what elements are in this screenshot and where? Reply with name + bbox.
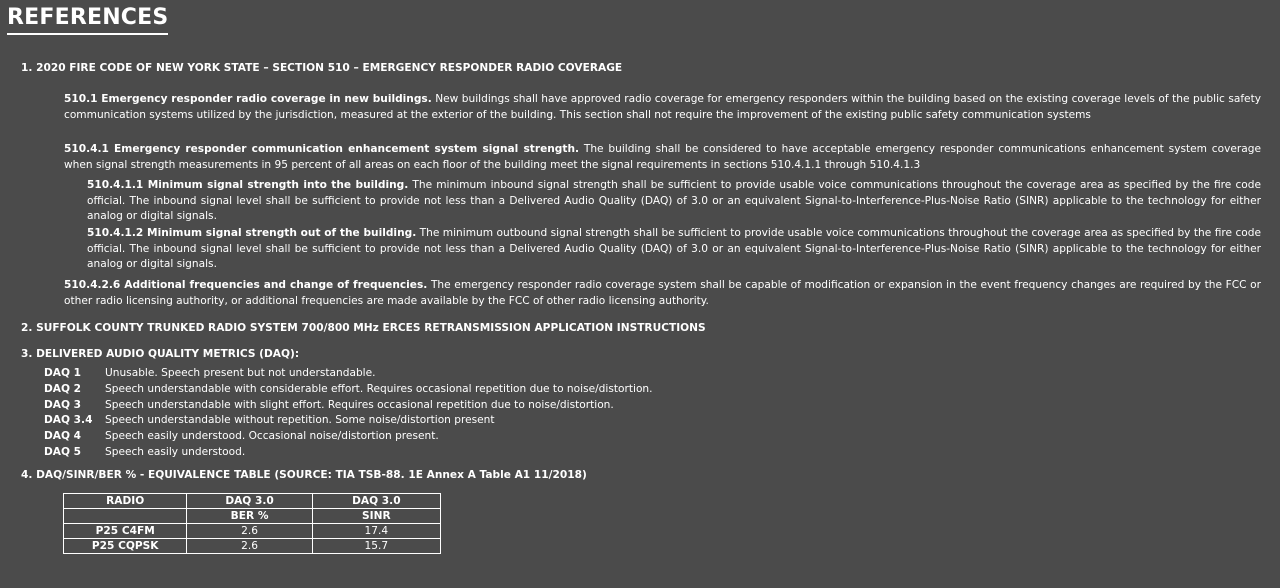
list-item bbox=[44, 382, 653, 398]
paragraph-510-4-2-6-text: The emergency responder radio coverage system shall be capable of modification or expansion in the event frequency changes are required by the FCC or other radio licensing authority, or additional frequencies are made available by the FCC of other radio licensing authority. bbox=[64, 279, 1261, 307]
list-item bbox=[44, 429, 653, 445]
paragraph-510-1-title: 510.1 Emergency responder radio coverage in new buildings. bbox=[64, 93, 432, 105]
table-header-radio: RADIO bbox=[64, 494, 187, 509]
table-header-daq-sinr: DAQ 3.0 bbox=[352, 495, 401, 507]
paragraph-510-4-1-1 bbox=[87, 178, 1261, 225]
daq-description: Unusable. Speech present but not understandable. bbox=[105, 367, 376, 379]
paragraph-510-4-1-1-text: The minimum inbound signal strength shall be sufficient to provide usable voice communications throughout the coverage area as specified by the fire code official. The inbound signal level shall be sufficient to provide not less than a Delivered Audio Quality (DAQ) of 3.0 or an equivalent Signal-to-Interference-Plus-Noise Ratio (SINR) applicable to the technology for either analog or digital signals. bbox=[87, 179, 1261, 222]
paragraph-510-4-1-2 bbox=[87, 226, 1261, 273]
paragraph-510-4-2-6 bbox=[64, 278, 1261, 309]
table-subheader-row bbox=[64, 509, 441, 524]
paragraph-510-4-1-title: 510.4.1 Emergency responder communication enhancement system signal strength. bbox=[64, 143, 580, 155]
daq-key: DAQ 2 bbox=[44, 382, 82, 395]
table-cell-ber: 2.6 bbox=[187, 524, 312, 539]
table-header-daq-ber: DAQ 3.0 bbox=[187, 494, 312, 509]
list-item bbox=[44, 445, 653, 461]
paragraph-510-4-1-2-title: 510.4.1.2 Minimum signal strength out of the building. bbox=[87, 227, 417, 239]
daq-key: DAQ 1 bbox=[44, 367, 82, 379]
daq-key: DAQ 3 bbox=[44, 398, 82, 411]
daq-description: Speech understandable without repetition. Some noise/distortion present bbox=[105, 414, 495, 427]
table-cell-sinr: 17.4 bbox=[312, 524, 440, 539]
list-item bbox=[44, 413, 653, 429]
table-row bbox=[64, 524, 441, 539]
paragraph-510-4-1-1-title: 510.4.1.1 Minimum signal strength into the building. bbox=[87, 179, 409, 191]
paragraph-510-1-text: New buildings shall have approved radio coverage for emergency responders within the building based on the existing coverage levels of the public safety communication systems utilized by the jurisdiction, measured at the exterior of the building. This section shall not require the improvement of the existing public safety communication systems bbox=[64, 93, 1261, 121]
daq-list bbox=[44, 366, 653, 461]
equivalence-table bbox=[63, 493, 441, 554]
daq-description: Speech easily understood. bbox=[105, 445, 246, 458]
paragraph-510-1 bbox=[64, 92, 1261, 123]
paragraph-510-4-1-text: The building shall be considered to have acceptable emergency responder communications enhancement system coverage when signal strength measurements in 95 percent of all areas on each floor of the building meet the signal requirements in sections 510.4.1.1 through 510.4.1.3 bbox=[64, 143, 1261, 171]
table-header-row bbox=[64, 494, 441, 509]
list-item bbox=[44, 398, 653, 414]
daq-description: Speech easily understood. Occasional noise/distortion present. bbox=[105, 430, 439, 443]
table-row bbox=[64, 539, 441, 554]
daq-key: DAQ 4 bbox=[44, 430, 82, 443]
table-cell-sinr: 15.7 bbox=[312, 539, 440, 554]
section-heading-equivalence: 4. DAQ/SINR/BER % - EQUIVALENCE TABLE (SOURCE: TIA TSB-88. 1E Annex A Table A1 11/2018) bbox=[21, 469, 587, 481]
section-heading-daq: 3. DELIVERED AUDIO QUALITY METRICS (DAQ): bbox=[21, 348, 300, 360]
page-title: REFERENCES bbox=[7, 4, 168, 35]
table-subheader-ber: BER % bbox=[187, 509, 312, 524]
daq-description: Speech understandable with slight effort. Requires occasional repetition due to noise/distortion. bbox=[105, 398, 614, 411]
section-heading-fire-code: 1. 2020 FIRE CODE OF NEW YORK STATE – SECTION 510 – EMERGENCY RESPONDER RADIO COVERAGE bbox=[21, 62, 623, 74]
table-cell-ber: 2.6 bbox=[187, 539, 312, 554]
paragraph-510-4-2-6-title: 510.4.2.6 Additional frequencies and change of frequencies. bbox=[64, 279, 428, 291]
daq-key: DAQ 5 bbox=[44, 445, 82, 458]
paragraph-510-4-1-2-text: The minimum outbound signal strength shall be sufficient to provide usable voice communications throughout the coverage area as specified by the fire code official. The inbound signal level shall be sufficient to provide not less than a Delivered Audio Quality (DAQ) of 3.0 or an equivalent Signal-to-Interference-Plus-Noise Ratio (SINR) applicable to the technology for either analog or digital signals. bbox=[87, 227, 1261, 270]
table-subheader-sinr: SINR bbox=[312, 509, 440, 524]
list-item bbox=[44, 366, 653, 382]
daq-description: Speech understandable with considerable effort. Requires occasional repetition due to noise/distortion. bbox=[105, 382, 653, 395]
table-cell-radio: P25 CQPSK bbox=[64, 539, 187, 554]
table-subheader-radio bbox=[64, 509, 187, 524]
section-heading-suffolk: 2. SUFFOLK COUNTY TRUNKED RADIO SYSTEM 700/800 MHz ERCES RETRANSMISSION APPLICATION INSTRUCTIONS bbox=[21, 322, 706, 334]
daq-key: DAQ 3.4 bbox=[44, 414, 93, 427]
paragraph-510-4-1 bbox=[64, 142, 1261, 173]
table-cell-radio: P25 C4FM bbox=[64, 524, 187, 539]
